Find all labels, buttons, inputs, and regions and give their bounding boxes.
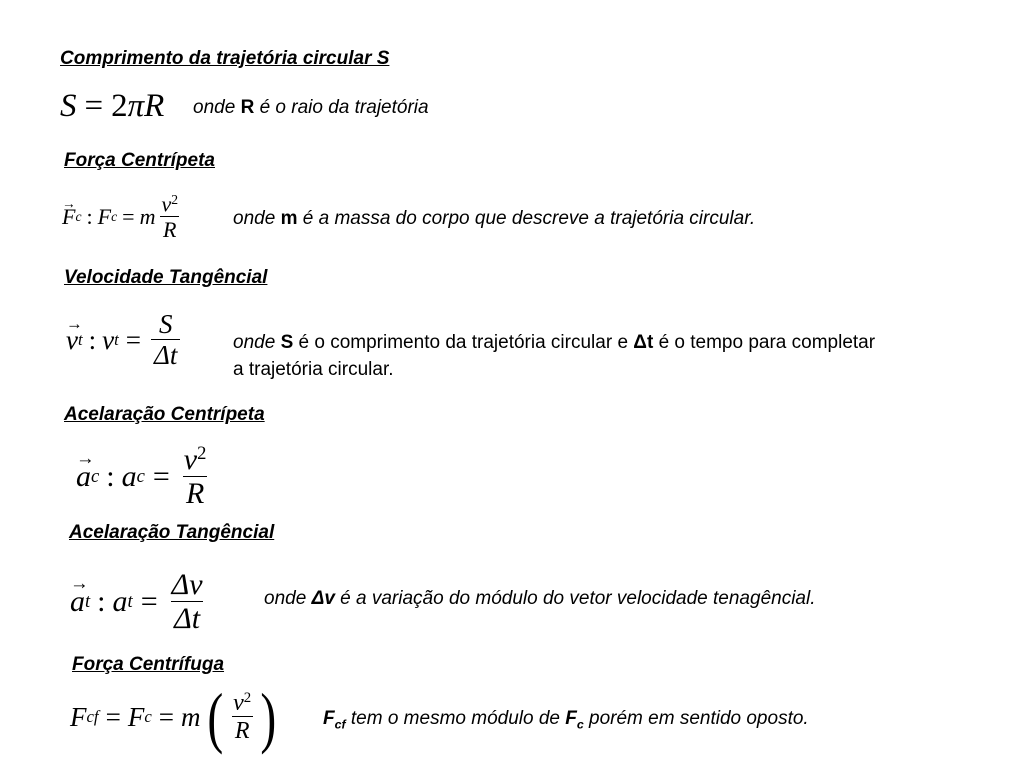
desc-forca-centrifuga (323, 705, 809, 738)
desc-var: S (280, 332, 294, 353)
formula-denominator: Δt (171, 601, 203, 634)
desc-var: Δv (311, 588, 335, 609)
formula-fraction (181, 442, 210, 511)
formula-subscript: c (91, 466, 100, 487)
desc-forca-centripeta (233, 205, 755, 232)
formula-symbol: π (127, 87, 145, 124)
formula-symbol: v (233, 690, 244, 717)
formula-symbol: = (125, 324, 142, 355)
heading-aceleracao-tangencial: Acelaração Tangêncial (69, 522, 275, 543)
formula-symbol: → a (76, 460, 91, 494)
heading-comprimento: Comprimento da trajetória circular S (60, 48, 390, 69)
formula-symbol: = (140, 585, 158, 618)
heading-velocidade-tangencial: Velocidade Tangêncial (64, 267, 268, 288)
desc-line-1 (233, 329, 875, 356)
heading-forca-centrifuga: Força Centrífuga (72, 654, 225, 675)
formula-subscript: t (127, 591, 133, 612)
formula-symbol: → F (62, 204, 75, 230)
heading-forca-centripeta: Força Centrípeta (64, 150, 215, 171)
desc-var: R (240, 97, 255, 118)
formula-fraction (158, 193, 181, 242)
formula-symbol: m (139, 204, 156, 229)
desc-var: F (565, 708, 577, 729)
formula-subscript: t (114, 330, 119, 349)
desc-onde: onde (233, 332, 276, 353)
desc-text: é o tempo para completar (658, 332, 876, 353)
desc-text: é o comprimento da trajetória circular e (298, 332, 629, 353)
formula-fraction (151, 311, 180, 369)
formula-exponent: 2 (197, 442, 207, 464)
desc-subscript: cf (334, 717, 346, 732)
desc-onde: onde (264, 588, 307, 609)
formula-symbol: F (127, 701, 145, 732)
formula-symbol: F (97, 204, 112, 229)
desc-comprimento (193, 94, 429, 121)
formula-symbol: : (86, 204, 93, 229)
formula-symbol: = (105, 701, 121, 732)
formula-forca-centripeta (62, 184, 184, 250)
formula-symbol: → a (70, 585, 85, 619)
formula-symbol: : (88, 324, 97, 355)
formula-subscript: c (75, 209, 82, 224)
formula-exponent: 2 (171, 191, 179, 207)
formula-symbol: F (70, 701, 87, 732)
formula-subscript: t (85, 591, 91, 612)
formula-denominator: Δt (151, 339, 180, 369)
formula-symbol: v (102, 324, 115, 355)
desc-text: tem o mesmo módulo de (350, 708, 560, 729)
formula-symbol: v (161, 191, 172, 217)
formula-subscript: c (111, 209, 118, 224)
desc-var: Δt (633, 332, 654, 353)
desc-var: m (280, 208, 298, 229)
formula-fraction (169, 570, 206, 634)
desc-text: é o raio da trajetória (259, 97, 429, 118)
formula-subscript: t (77, 330, 83, 349)
formula-symbol: v (183, 443, 198, 477)
formula-symbol: R (234, 718, 250, 745)
formula-comprimento (60, 86, 164, 126)
formula-symbol: : (97, 585, 106, 618)
desc-text: é a variação do módulo do vetor velocidade tenagêncial. (340, 588, 816, 609)
formula-forca-centrifuga (70, 678, 280, 756)
formula-exponent: 2 (243, 689, 252, 706)
formula-symbol: R (144, 87, 165, 124)
formula-symbol: a (112, 585, 128, 618)
formula-symbol: R (163, 217, 177, 243)
desc-text: é a massa do corpo que descreve a trajetória circular. (302, 208, 756, 229)
desc-onde: onde (233, 208, 276, 229)
formula-symbol: = (122, 204, 135, 229)
formula-symbol: m (180, 701, 201, 732)
formula-symbol: = (158, 701, 174, 732)
formula-velocidade-tangencial (66, 304, 183, 376)
formula-symbol: a (121, 460, 137, 493)
formula-aceleracao-centripeta (76, 438, 212, 516)
formula-symbol: S (60, 87, 77, 124)
formula-symbol: = (152, 460, 170, 493)
formula-numerator: Δv (171, 568, 203, 601)
desc-line-2: a trajetória circular. (233, 359, 394, 380)
formula-paren-right: ) (260, 679, 277, 755)
desc-velocidade-tangencial (233, 329, 875, 383)
desc-subscript: c (576, 717, 584, 732)
formula-symbol: → v (66, 325, 78, 356)
formula-subscript: c (136, 466, 145, 487)
formula-symbol: : (106, 460, 115, 493)
formula-aceleracao-tangencial (70, 563, 209, 641)
formula-subscript: cf (86, 707, 99, 726)
desc-text: porém em sentido oposto. (589, 708, 809, 729)
formula-numerator: S (158, 309, 173, 339)
formula-symbol: R (185, 477, 205, 511)
formula-fraction (230, 691, 254, 743)
desc-var: F (323, 708, 335, 729)
desc-aceleracao-tangencial (264, 585, 816, 612)
formula-subscript: c (144, 707, 152, 726)
formula-paren-left: ( (207, 679, 224, 755)
formula-symbol: = (84, 87, 104, 124)
heading-aceleracao-centripeta: Acelaração Centrípeta (64, 404, 265, 425)
desc-onde: onde (193, 97, 236, 118)
formula-symbol: 2 (111, 87, 128, 124)
